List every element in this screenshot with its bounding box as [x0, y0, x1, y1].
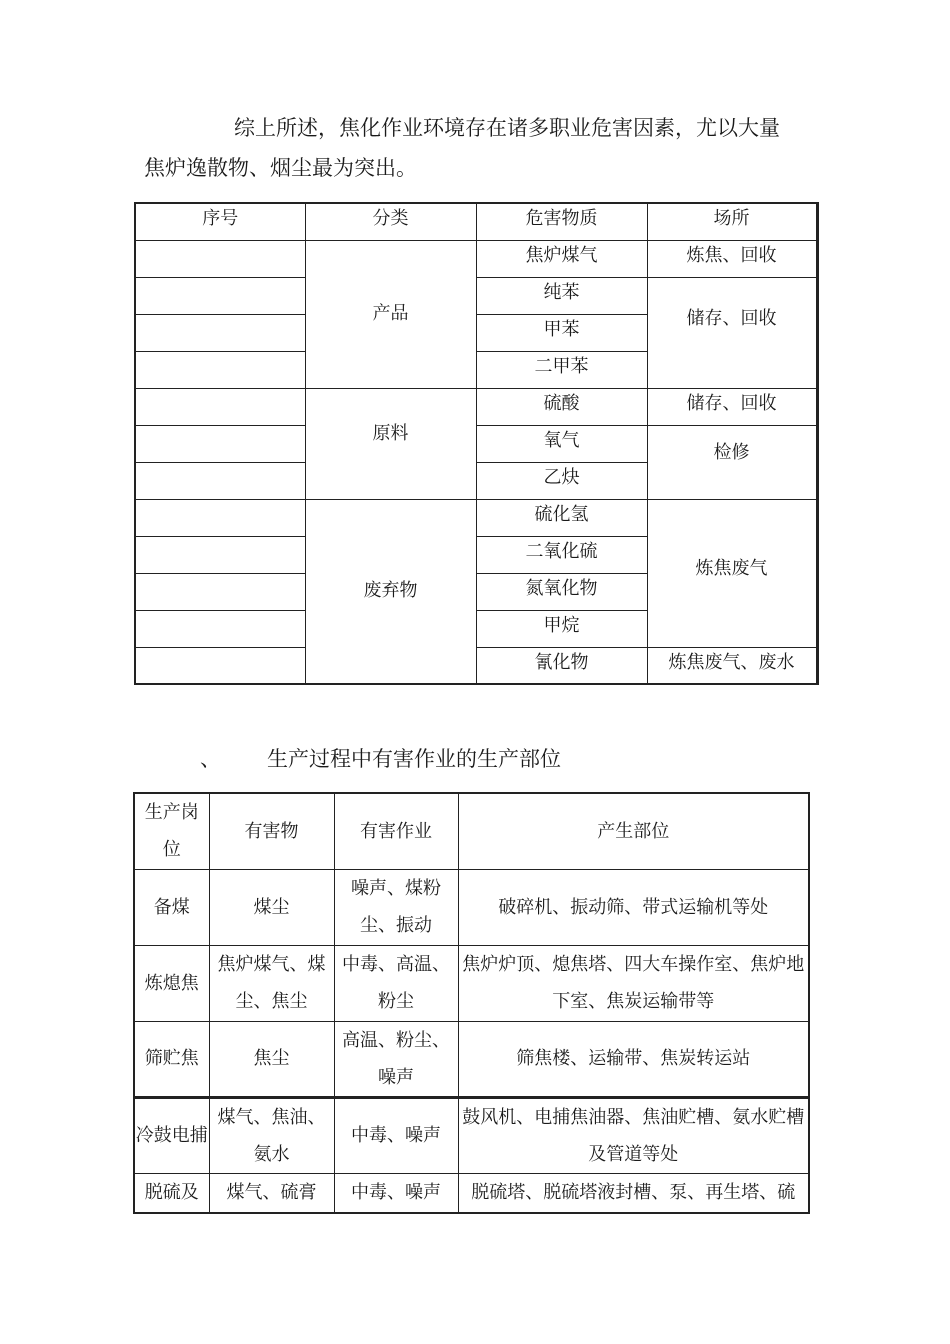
work-cell: 高温、粉尘、噪声: [334, 1021, 458, 1097]
category-cell: 原料: [305, 388, 476, 499]
table-row: [135, 277, 817, 314]
work-cell: 中毒、噪声: [334, 1173, 458, 1213]
section-heading: [200, 744, 561, 774]
hazard-cell: 煤气、硫膏: [209, 1173, 334, 1213]
hazard-substance-table: [134, 202, 819, 685]
table-row: [134, 945, 809, 1021]
header-work: 有害作业: [334, 793, 458, 869]
post-cell: 脱硫及: [134, 1173, 209, 1213]
index-cell: [135, 388, 305, 425]
index-cell: [135, 462, 305, 499]
place-cell: 检修: [647, 425, 817, 499]
substance-cell: 氮氧化物: [476, 573, 647, 610]
substance-cell: 甲烷: [476, 610, 647, 647]
table-header-row: [134, 793, 809, 869]
substance-cell: 甲苯: [476, 314, 647, 351]
substance-cell: 乙炔: [476, 462, 647, 499]
hazard-cell: 煤尘: [209, 869, 334, 945]
header-hazard: 有害物: [209, 793, 334, 869]
substance-cell: 硫酸: [476, 388, 647, 425]
table-row: [134, 869, 809, 945]
index-cell: [135, 610, 305, 647]
work-cell: 中毒、高温、粉尘: [334, 945, 458, 1021]
header-location: 产生部位: [458, 793, 809, 869]
index-cell: [135, 647, 305, 684]
post-cell: 冷鼓电捕: [134, 1097, 209, 1173]
index-cell: [135, 573, 305, 610]
table-row: [134, 1173, 809, 1213]
table-header-row: [135, 203, 817, 240]
substance-cell: 氧气: [476, 425, 647, 462]
index-cell: [135, 425, 305, 462]
section-prefix: 、: [200, 747, 221, 771]
place-cell: 储存、回收: [647, 388, 817, 425]
location-cell: 鼓风机、电捕焦油器、焦油贮槽、氨水贮槽及管道等处: [458, 1097, 809, 1173]
table-row: [135, 388, 817, 425]
table-row: [135, 499, 817, 536]
location-cell: 破碎机、振动筛、带式运输机等处: [458, 869, 809, 945]
header-post: 生产岗位: [134, 793, 209, 869]
header-index: 序号: [135, 203, 305, 240]
work-cell: 中毒、噪声: [334, 1097, 458, 1173]
category-cell: 产品: [305, 240, 476, 388]
hazard-cell: 焦尘: [209, 1021, 334, 1097]
header-category: 分类: [305, 203, 476, 240]
index-cell: [135, 499, 305, 536]
post-cell: 备煤: [134, 869, 209, 945]
substance-cell: 二氧化硫: [476, 536, 647, 573]
table-row: [134, 1097, 809, 1173]
table-row: [135, 425, 817, 462]
table-row: [135, 647, 817, 684]
location-cell: 脱硫塔、脱硫塔液封槽、泵、再生塔、硫: [458, 1173, 809, 1213]
place-cell: 炼焦、回收: [647, 240, 817, 277]
index-cell: [135, 240, 305, 277]
intro-line-2: 焦炉逸散物、烟尘最为突出。: [144, 156, 417, 180]
substance-cell: 硫化氢: [476, 499, 647, 536]
substance-cell: 二甲苯: [476, 351, 647, 388]
place-cell: 炼焦废气、废水: [647, 647, 817, 684]
substance-cell: 纯苯: [476, 277, 647, 314]
index-cell: [135, 351, 305, 388]
substance-cell: 焦炉煤气: [476, 240, 647, 277]
header-substance: 危害物质: [476, 203, 647, 240]
place-cell: 炼焦废气: [647, 499, 817, 647]
post-cell: 炼熄焦: [134, 945, 209, 1021]
header-place: 场所: [647, 203, 817, 240]
table-row: [134, 1021, 809, 1097]
location-cell: 筛焦楼、运输带、焦炭转运站: [458, 1021, 809, 1097]
hazardous-work-table: [133, 792, 810, 1214]
table-row: [135, 240, 817, 277]
hazard-cell: 焦炉煤气、煤尘、焦尘: [209, 945, 334, 1021]
hazard-cell: 煤气、焦油、氨水: [209, 1097, 334, 1173]
location-cell: 焦炉炉顶、熄焦塔、四大车操作室、焦炉地下室、焦炭运输带等: [458, 945, 809, 1021]
place-cell: 储存、回收: [647, 277, 817, 388]
work-cell: 噪声、煤粉尘、振动: [334, 869, 458, 945]
index-cell: [135, 536, 305, 573]
index-cell: [135, 277, 305, 314]
category-cell: 废弃物: [305, 499, 476, 684]
intro-paragraph: [144, 108, 814, 188]
intro-line-1: 综上所述，焦化作业环境存在诸多职业危害因素，尤以大量: [234, 116, 780, 140]
section-title: 生产过程中有害作业的生产部位: [267, 747, 561, 771]
index-cell: [135, 314, 305, 351]
substance-cell: 氰化物: [476, 647, 647, 684]
post-cell: 筛贮焦: [134, 1021, 209, 1097]
